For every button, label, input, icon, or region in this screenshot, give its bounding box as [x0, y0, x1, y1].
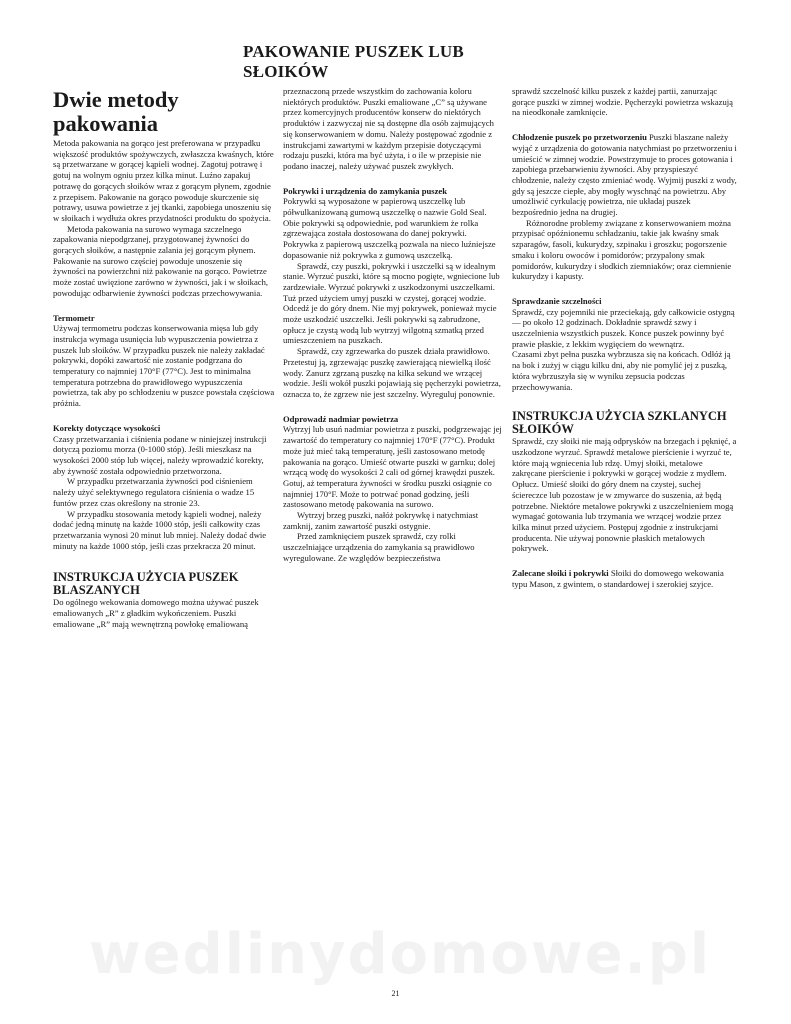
- paragraph: Sprawdź, czy pojemniki nie przeciekają, gdy całkowicie ostygną — po około 12 godzinach. Dokładnie sprawdź szwy i uszczelnienia wszystkich puszek. Konce puszek powinny być prawie płaskie, z lekkim wygięciem do wewnątrz.: [512, 306, 735, 349]
- subheading-sprawdzanie: Sprawdzanie szczelności: [512, 295, 602, 306]
- section-title-puszki-blaszane: INSTRUKCJA UŻYCIA PUSZEK BLASZANYCH: [53, 570, 239, 598]
- paragraph: Wytrzyj lub usuń nadmiar powietrza z puszki, podgrzewając jej zawartość do temperatury co najmniej 170°F (77°C). Produkt może już mieć taką temperaturę, jeśli zastosowano metodę pakowania na gorąco. Umieść otwarte puszki w garnku; dolej wrzącą wodę do wysokości 2 cali od górnej krawędzi puszek. Gotuj, aż temperatura żywności w środku puszki osiągnie co najmniej 170°F. Może to potrwać ponad godzinę, jeśli zastosowano metodę pakowania na surowo.: [283, 424, 502, 510]
- subheading-pokrywki: Pokrywki i urządzenia do zamykania puszek: [283, 185, 448, 196]
- page-number: 21: [391, 989, 400, 998]
- paragraph: Tuż przed użyciem umyj puszki w czystej, gorącej wodzie. Odcedź je do góry dnem. Nie myj pokrywek, ponieważ mycie może uszkodzić uszczelki. Jeśli pokrywki są zabrudzone, opłucz je czystą wodą lub wytrzyj wilgotną szmatką przed umieszczeniem na puszkach.: [283, 292, 497, 346]
- subheading-odprowadz-powietrze: Odprowadź nadmiar powietrza: [283, 413, 399, 424]
- subheading-chlodzenie: Chłodzenie puszek po przetworzeniu: [512, 132, 647, 143]
- header-line-2: SŁOIKÓW: [243, 62, 329, 81]
- paragraph-text: Słoiki do domowego wekowania typu Mason, z gwintem, o standardowej i szerokiej szyjce.: [512, 568, 724, 589]
- paragraph: przeznaczoną przede wszystkim do zachowania koloru niektórych produktów. Puszki emaliowane „C” są używane przez komercyjnych producentów konserw do niektórych produktów i zazwyczaj nie są dostępne dla osób zajmujących się konserwowaniem w domu. Należy postępować zgodnie z instrukcjami zawartymi w każdym przepisie dotyczącymi rodzaju puszki, która ma być użyta, i o ile w przepisie nie podano inaczej, należy używać puszek zwykłych.: [283, 86, 494, 171]
- subheading-zalecane: Zalecane słoiki i pokrywki: [512, 568, 609, 579]
- subheading-termometr: Termometr: [53, 312, 95, 323]
- paragraph: Sprawdź, czy puszki, pokrywki i uszczelki są w idealnym stanie. Wyrzuć puszki, które są mocno pogięte, wgniecione lub zardzewiałe. Wyrzuć pokrywki z uszkodzonymi uszczelkami.: [283, 260, 500, 292]
- paragraph-chlodzenie: [512, 132, 737, 218]
- paragraph: sprawdź szczelność kilku puszek z każdej partii, zanurzając gorące puszki w zimnej wodzie. Pęcherzyki powietrza wskazują na nieodkonałe zamknięcie.: [512, 86, 733, 118]
- paragraph: Czasami zbyt pełna puszka wybrzusza się na końcach. Odłóż ją na bok i zużyj w ciągu kilku dni, aby nie pomylić jej z puszką, która wybrzuszyła się w wyniku zepsucia podczas przechowywania.: [512, 349, 731, 392]
- paragraph: Czasy przetwarzania i ciśnienia podane w niniejszej instrukcji dotyczą poziomu morza (0-1000 stóp). Jeśli mieszkasz na wysokości 2000 stóp lub więcej, należy wprowadzić korekty, aby żywność została odpowiednio przetworzona.: [53, 433, 267, 476]
- paragraph: Pokrywki są wyposażone w papierową uszczelkę lub półwulkanizowaną gumową uszczelkę o nazwie Gold Seal. Obie pokrywki są odpowiednie, pod warunkiem że rolka zgrzewająca została dostosowana do danej pokrywki. Pokrywka z papierową uszczelką pozwala na nieco luźniejsze dopasowanie niż pokrywka z gumową uszczelką.: [283, 196, 496, 260]
- paragraph: W przypadku stosowania metody kąpieli wodnej, należy dodać jedną minutę na każde 1000 stóp, jeśli całkowity czas przetwarzania wynosi 20 minut lub mniej. Należy dodać dwie minuty na każde 1000 stóp, jeśli czas przekracza 20 minut.: [53, 508, 267, 551]
- column-1: [53, 88, 275, 629]
- paragraph: W przypadku przetwarzania żywności pod ciśnieniem należy użyć selektywnego regulatora ciśnienia o wadze 15 funtów przez czas określony na stronie 23.: [53, 476, 255, 508]
- paragraph-zalecane: [512, 568, 737, 589]
- header-line-1: PAKOWANIE PUSZEK LUB: [243, 42, 464, 61]
- column-3: [512, 86, 737, 589]
- column-2: [283, 86, 503, 564]
- paragraph: Różnorodne problemy związane z konserwowaniem można przypisać opóźnionemu schładzaniu, takie jak kwaśny smak szparagów, fasoli, kukurydzy, szpinaku i groszku; pogorszenie smaku i koloru owoców i pomidorów; przypalony smak pomidorów, kukurydzy i słodkich ziemniaków; oraz ciemnienie kukurydzy i kapusty.: [512, 217, 732, 282]
- paragraph: Sprawdź, czy zgrzewarka do puszek działa prawidłowo. Przetestuj ją, zgrzewając puszkę zawierającą niewielką ilość wody. Zanurz zgrzaną puszkę na kilka sekund we wrzącej wodzie. Jeśli wokół puszki pojawiają się pęcherzyki powietrza, oznacza to, że zgrzew nie jest szczelny. Wyreguluj ponownie.: [283, 346, 501, 399]
- paragraph: Używaj termometru podczas konserwowania mięsa lub gdy instrukcja wymaga usunięcia lub wypuszczenia powietrza z puszek lub słoików. W przypadku puszek nie należy zakładać pokrywki, dopóki zawartość nie zostanie podgrzana do temperatury co najmniej 170°F (77°C). Jest to minimalna temperatura potrzebna do prawidłowego wypuszczenia powietrza, tak aby po schłodzeniu w puszce powstała częściowa próżnia.: [53, 323, 275, 409]
- paragraph: Do ogólnego wekowania domowego można używać puszek emaliowanych „R” z gładkim wykończeniem. Puszki emaliowane „R” mają wewnętrzną powłokę emaliowaną: [53, 597, 259, 629]
- paragraph: Wytrzyj brzeg puszki, nałóż pokrywkę i natychmiast zamknij, zanim zawartość puszki ostygnie.: [283, 510, 479, 531]
- watermark: wedlinydomowe.pl: [88, 922, 712, 987]
- section-title-dwie-metody: Dwie metody pakowania: [53, 87, 179, 136]
- paragraph: Przed zamknięciem puszek sprawdź, czy rolki uszczelniające urządzenia do zamykania są prawidłowo wyregulowane. Ze względów bezpieczeństwa: [283, 531, 475, 563]
- subheading-korekty: Korekty dotyczące wysokości: [53, 422, 161, 433]
- section-title-szklane-sloiki: INSTRUKCJA UŻYCIA SZKLANYCH SŁOIKÓW: [512, 409, 727, 437]
- paragraph: Metoda pakowania na surowo wymaga szczelnego zapakowania niepodgrzanej, przygotowanej żywności do gorących słoików, a następnie zalania jej gorącym płynem. Pakowanie na surowo częściej powoduje unoszenie się żywności na powierzchni niż pakowanie na gorąco. Powietrze może zostać uwięzione zarówno w żywności, jak i w słoikach, powodując odbarwienie żywności podczas przechowywania.: [53, 223, 269, 298]
- paragraph-text: Puszki blaszane należy wyjąć z urządzenia do gotowania natychmiast po przetworzeniu i umieścić w zimnej wodzie. Powstrzymuje to proces gotowania i zapobiega przebarwieniu żywności. Aby przyspieszyć chłodzenie, należy często zmieniać wodę. Wyjmij puszki z wody, gdy są jeszcze ciepłe, aby mogły wyschnąć na powietrzu. Aby umożliwić cyrkulację powietrza, nie układaj puszek bezpośrednio jedna na drugiej.: [512, 132, 737, 218]
- paragraph: Metoda pakowania na gorąco jest preferowana w przypadku większość produktów spożywczych, zwłaszcza kwaśnych, które są przetwarzane w gorącej kąpieli wodnej. Zagotuj potrawę i gotuj na wolnym ogniu przez kilka minut. Luźno zapakuj potrawę do gorących słoików wraz z gorącym płynem, zgodnie z przepisem. Pakowanie na gorąco powoduje skurczenie się potrawy, usuwa powietrze z jej tkanki, zapobiega unoszeniu się w słoikach i wydłuża okres przydatności produktu do spożycia.: [53, 138, 274, 223]
- page-header: [243, 42, 523, 82]
- paragraph: Sprawdź, czy słoiki nie mają odprysków na brzegach i pęknięć, a uszkodzone wyrzuć. Sprawdź metalowe pierścienie i wyrzuć te, które mają wgniecenia lub rdzę. Umyj słoiki, metalowe zakręcane pierścienie i pokrywki w gorącej wodzie z mydłem. Opłucz. Umieść słoiki do góry dnem na czystej, suchej ściereczce lub pozostaw je w zmywarce do suszenia, aż będą potrzebne. Niektóre metalowe pokrywki z uszczelnieniem mogą wymagać gotowania lub trzymania we wrzącej wodzie przez kilka minut przed użyciem. Postępuj zgodnie z instrukcjami producenta. Nie używaj ponownie płaskich metalowych pokrywek.: [512, 436, 737, 554]
